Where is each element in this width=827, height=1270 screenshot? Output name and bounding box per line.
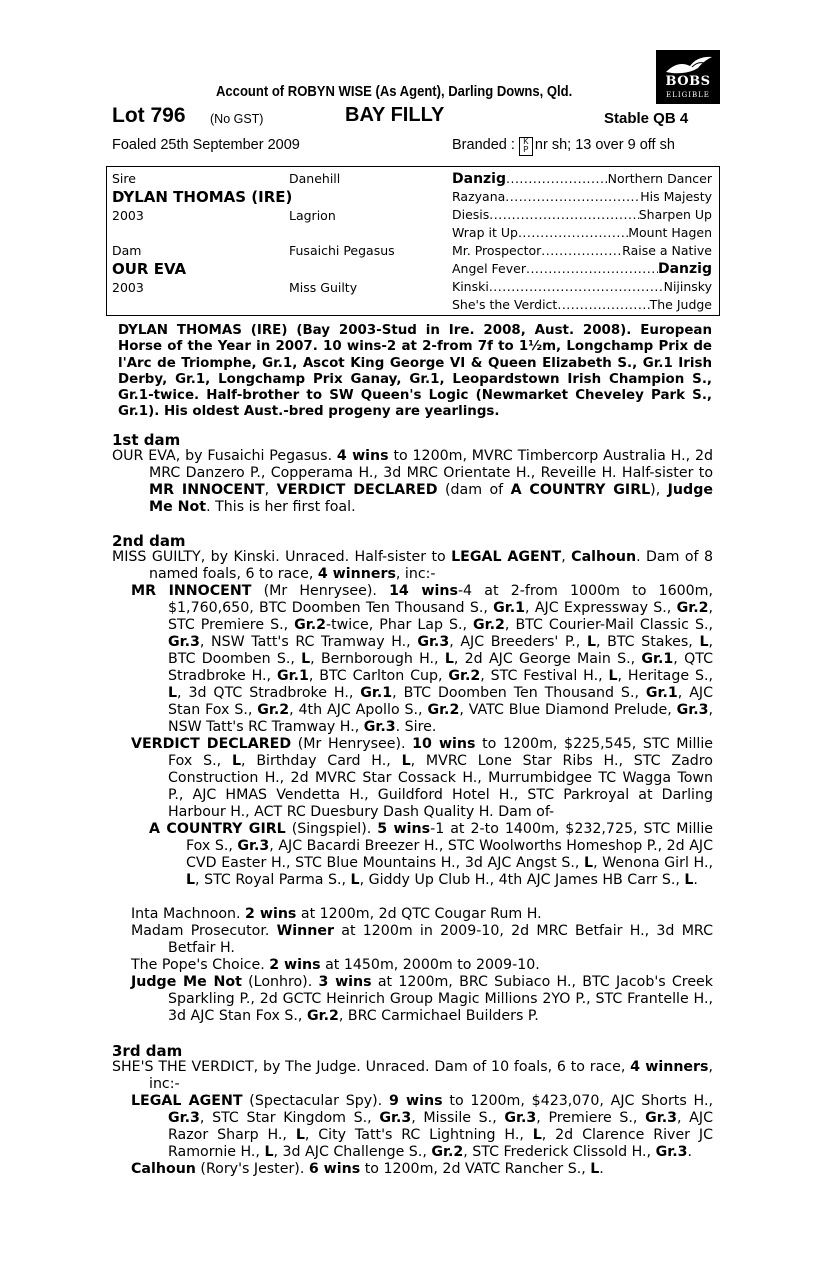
ancestor-row bbox=[452, 297, 712, 312]
brand-mark bbox=[519, 137, 533, 156]
progeny-entry: The Pope's Choice. 2 wins at 1450m, 2000m to 2009-10. bbox=[131, 957, 540, 973]
branded-info bbox=[452, 137, 675, 156]
branded-label: Branded : bbox=[452, 137, 515, 153]
ancestor-dam: Northern Dancer bbox=[607, 171, 712, 186]
leader-dots bbox=[489, 207, 638, 222]
leader-dots bbox=[541, 243, 622, 258]
leader-dots bbox=[526, 261, 658, 277]
progeny-entry: Madam Prosecutor. Winner at 1200m in 2009-10, 2d MRC Betfair H., 3d MRC Betfair H. bbox=[131, 923, 713, 956]
progeny-entry: MISS GUILTY, by Kinski. Unraced. Half-sister to LEGAL AGENT, Calhoun. Dam of 8 named foals, 6 to race, 4 winners, inc:- bbox=[112, 549, 713, 582]
lot-number: Lot 796 bbox=[112, 104, 186, 127]
ancestor-sire: She's the Verdict bbox=[452, 297, 558, 312]
sire-year: 2003 bbox=[112, 208, 144, 223]
progeny-entry: Judge Me Not (Lonhro). 3 wins at 1200m, BRC Subiaco H., BTC Jacob's Creek Sparkling P., 2d GCTC Heinrich Group Magic Millions 2YO P., STC Frantelle H., 3d AJC Stan Fox S., Gr.2, BRC Carmichael Builders P. bbox=[131, 974, 714, 1024]
ancestor-row bbox=[452, 189, 712, 204]
dam-label: Dam bbox=[112, 243, 142, 258]
ancestor-dam: Sharpen Up bbox=[638, 207, 712, 222]
brand-mark-bottom: P bbox=[523, 145, 529, 154]
leader-dots bbox=[505, 189, 640, 204]
progeny-entry: VERDICT DECLARED (Mr Henrysee). 10 wins to 1200m, $225,545, STC Millie Fox S., L, Birthday Card H., L, MVRC Lone Star Ribs H., STC Zadro Construction H., 2d MVRC Star Cossack H., Murrumbidgee TC Wagga Town P., AJC HMAS Vendetta H., Guildford Hotel H., STC Parkroyal at Darling Harbour H., ACT RC Duesbury Dash Quality H. Dam of- bbox=[131, 736, 714, 820]
bird-icon bbox=[662, 54, 714, 76]
logo-text: BOBS bbox=[665, 74, 711, 89]
dam-heading: 2nd dam bbox=[112, 532, 186, 550]
ancestor-sire: Kinski bbox=[452, 279, 489, 294]
progeny-entry: OUR EVA, by Fusaichi Pegasus. 4 wins to 1200m, MVRC Timbercorp Australia H., 2d MRC Danzero P., Copperama H., 3d MRC Orientate H., Reveille H. Half-sister to MR INNOCENT, VERDICT DECLARED (dam of A COUNTRY GIRL), Judge Me Not. This is her first foal. bbox=[112, 448, 713, 515]
sire-name: DYLAN THOMAS (IRE) bbox=[112, 188, 293, 206]
brand-mark-top: K bbox=[523, 137, 529, 146]
ancestor-sire: Angel Fever bbox=[452, 261, 526, 276]
ancestor-sire: Razyana bbox=[452, 189, 506, 204]
dam-heading: 3rd dam bbox=[112, 1042, 183, 1060]
progeny-entry: A COUNTRY GIRL (Singspiel). 5 wins-1 at 2-to 1400m, $232,725, STC Millie Fox S., Gr.3, AJC Bacardi Breezer H., STC Woolworths Homeshop P., 2d AJC CVD Easter H., STC Blue Mountains H., 3d AJC Angst S., L, Wenona Girl H., L, STC Royal Parma S., L, Giddy Up Club H., 4th AJC James HB Carr S., L. bbox=[149, 821, 714, 888]
sire-label: Sire bbox=[112, 171, 136, 186]
ancestor-sire: Danzig bbox=[452, 171, 507, 187]
dam-name: OUR EVA bbox=[112, 260, 187, 278]
progeny-entry: SHE'S THE VERDICT, by The Judge. Unraced. Dam of 10 foals, 6 to race, 4 winners, inc:- bbox=[112, 1059, 714, 1092]
ancestor-dam: Mount Hagen bbox=[628, 225, 712, 240]
dam-heading: 1st dam bbox=[112, 431, 181, 449]
leader-dots bbox=[506, 171, 608, 187]
ancestor-dam: Raise a Native bbox=[622, 243, 712, 258]
ancestor-sire: Mr. Prospector bbox=[452, 243, 542, 258]
ancestor-row bbox=[452, 171, 712, 187]
progeny-entry: Inta Machnoon. 2 wins at 1200m, 2d QTC Cougar Rum H. bbox=[131, 906, 542, 922]
dam-year: 2003 bbox=[112, 280, 144, 295]
grandsire-sire: Danehill bbox=[289, 171, 341, 186]
stable-location: Stable QB 4 bbox=[604, 110, 689, 127]
leader-dots bbox=[489, 279, 664, 294]
progeny-entry: LEGAL AGENT (Spectacular Spy). 9 wins to 1200m, $423,070, AJC Shorts H., Gr.3, STC Star Kingdom S., Gr.3, Missile S., Gr.3, Premiere S., Gr.3, AJC Razor Sharp H., L, City Tatt's RC Lightning H., L, 2d Clarence River JC Ramornie H., L, 3d AJC Challenge S., Gr.2, STC Frederick Clissold H., Gr.3. bbox=[131, 1093, 713, 1160]
ancestor-sire: Wrap it Up bbox=[452, 225, 518, 240]
ancestor-dam: Danzig bbox=[657, 261, 712, 277]
branded-details: nr sh; 13 over 9 off sh bbox=[534, 137, 675, 153]
ancestor-row bbox=[452, 225, 712, 240]
foaled-date: Foaled 25th September 2009 bbox=[112, 137, 300, 153]
leader-dots bbox=[518, 225, 628, 240]
granddam-dam: Miss Guilty bbox=[289, 280, 358, 295]
ancestor-dam: Nijinsky bbox=[663, 279, 712, 294]
ancestor-row bbox=[452, 207, 712, 222]
ancestor-row bbox=[452, 243, 712, 258]
ancestor-row bbox=[452, 279, 712, 294]
bobs-logo bbox=[656, 50, 720, 104]
ancestor-row bbox=[452, 261, 712, 277]
progeny-entry: Calhoun (Rory's Jester). 6 wins to 1200m, 2d VATC Rancher S., L. bbox=[131, 1161, 604, 1177]
grandsire-dam: Fusaichi Pegasus bbox=[289, 243, 395, 258]
horse-description: BAY FILLY bbox=[345, 104, 445, 126]
ancestor-sire: Diesis bbox=[452, 207, 490, 222]
logo-subtext: ELIGIBLE bbox=[666, 91, 710, 99]
gst-note: (No GST) bbox=[210, 112, 264, 126]
granddam-sire: Lagrion bbox=[289, 208, 336, 223]
progeny-entry: MR INNOCENT (Mr Henrysee). 14 wins-4 at 2-from 1000m to 1600m, $1,760,650, BTC Doomben Ten Thousand S., Gr.1, AJC Expressway S., Gr.2, STC Premiere S., Gr.2-twice, Phar Lap S., Gr.2, BTC Courier-Mail Classic S., Gr.3, NSW Tatt's RC Tramway H., Gr.3, AJC Breeders' P., L, BTC Stakes, L, BTC Doomben S., L, Bernborough H., L, 2d AJC George Main S., Gr.1, QTC Stradbroke H., Gr.1, BTC Carlton Cup, Gr.2, STC Festival H., L, Heritage S., L, 3d QTC Stradbroke H., Gr.1, BTC Doomben Ten Thousand S., Gr.1, AJC Stan Fox S., Gr.2, 4th AJC Apollo S., Gr.2, VATC Blue Diamond Prelude, Gr.3, NSW Tatt's RC Tramway H., Gr.3. Sire. bbox=[131, 583, 714, 735]
sire-summary: DYLAN THOMAS (IRE) (Bay 2003-Stud in Ire. 2008, Aust. 2008). European Horse of the Year in 2007. 10 wins-2 at 2-from 7f to 1½m, Longchamp Prix de l'Arc de Triomphe, Gr.1, Ascot King George VI & Queen Elizabeth S., Gr.1 Irish Derby, Gr.1, Longchamp Prix Ganay, Gr.1, Leopardstown Irish Champion S., Gr.1-twice. Half-brother to SW Queen's Logic (Newmarket Cheveley Park S., Gr.1). His oldest Aust.-bred progeny are yearlings. bbox=[118, 323, 712, 420]
ancestor-dam: His Majesty bbox=[640, 189, 712, 204]
leader-dots bbox=[557, 297, 649, 312]
vendor-account: Account of ROBYN WISE (As Agent), Darling Downs, Qld. bbox=[216, 84, 573, 100]
ancestor-dam: The Judge bbox=[649, 297, 712, 312]
